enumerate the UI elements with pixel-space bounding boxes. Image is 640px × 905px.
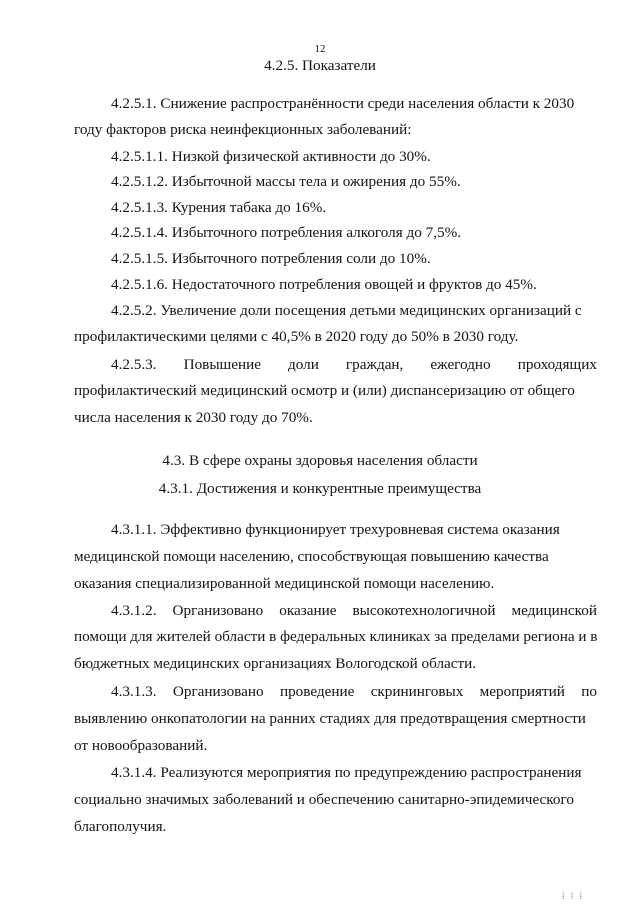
word: оказание [279,602,337,619]
paragraph-4-3-1-3-line-2: выявлению онкопатологии на ранних стадиях для предотвращения смертности [74,710,586,727]
section-heading-4-2-5: 4.2.5. Показатели [264,57,376,74]
paragraph-4-3-1-2-line-1 [111,602,597,620]
word: высокотехнологичной [352,602,496,619]
paragraph-4-3-1-4-line-2: социально значимых заболеваний и обеспечению санитарно-эпидемического [74,791,574,808]
list-item: 4.2.5.1.4. Избыточного потребления алкоголя до 7,5%. [111,224,462,241]
paragraph-4-3-1-2-line-2: помощи для жителей области в федеральных клиниках за пределами региона и в [74,628,598,645]
word: доли [288,356,319,373]
paragraph-4-2-5-1-line-1: 4.2.5.1. Снижение распространённости среди населения области к 2030 [111,95,575,112]
word: Организовано [172,602,264,619]
paragraph-4-3-1-4-line-3: благополучия. [74,818,167,835]
list-item: 4.2.5.1.2. Избыточной массы тела и ожирения до 55%. [111,173,461,190]
paragraph-4-3-1-1-line-2: медицинской помощи населению, способствующая повышению качества [74,548,549,565]
word: 4.3.1.2. [111,602,157,619]
word: 4.3.1.3. [111,683,157,700]
list-item: 4.2.5.1.5. Избыточного потребления соли до 10%. [111,250,431,267]
word: мероприятий [479,683,565,700]
word: ежегодно [430,356,491,373]
list-item: 4.2.5.1.1. Низкой физической активности до 30%. [111,148,431,165]
paragraph-4-2-5-3-line-3: числа населения к 2030 году до 70%. [74,409,313,426]
word: проходящих [517,356,597,373]
paragraph-4-3-1-4-line-1: 4.3.1.4. Реализуются мероприятия по предупреждению распространения [111,764,582,781]
word: Организовано [172,683,264,700]
paragraph-4-3-1-1-line-1: 4.3.1.1. Эффективно функционирует трехуровневая система оказания [111,521,560,538]
section-heading-4-3: 4.3. В сфере охраны здоровья населения области [162,452,478,469]
word: 4.2.5.3. [111,356,157,373]
paragraph-4-2-5-2-line-2: профилактическими целями с 40,5% в 2020 году до 50% в 2030 году. [74,328,519,345]
paragraph-4-2-5-1-line-2: году факторов риска неинфекционных заболеваний: [74,121,412,138]
section-heading-4-3-1: 4.3.1. Достижения и конкурентные преимущества [158,480,482,497]
paragraph-4-3-1-2-line-3: бюджетных медицинских организациях Вологодской области. [74,655,477,672]
page-number: 12 [314,43,326,55]
scan-mark: ⁞ ⁞ ⁞ [562,891,585,901]
list-item: 4.2.5.1.3. Курения табака до 16%. [111,199,327,216]
paragraph-4-3-1-1-line-3: оказания специализированной медицинской помощи населению. [74,575,495,592]
word: скрининговых [370,683,464,700]
word: проведение [279,683,355,700]
paragraph-4-2-5-3-line-2: профилактический медицинский осмотр и (или) диспансеризацию от общего [74,382,575,399]
list-item: 4.2.5.1.6. Недостаточного потребления овощей и фруктов до 45%. [111,276,537,293]
paragraph-4-2-5-3-line-1 [111,356,597,374]
word: по [581,683,597,700]
paragraph-4-3-1-3-line-3: от новообразований. [74,737,208,754]
word: Повышение [183,356,261,373]
word: медицинской [511,602,597,619]
paragraph-4-3-1-3-line-1 [111,683,597,701]
paragraph-4-2-5-2-line-1: 4.2.5.2. Увеличение доли посещения детьми медицинских организаций с [111,302,582,319]
word: граждан, [345,356,404,373]
